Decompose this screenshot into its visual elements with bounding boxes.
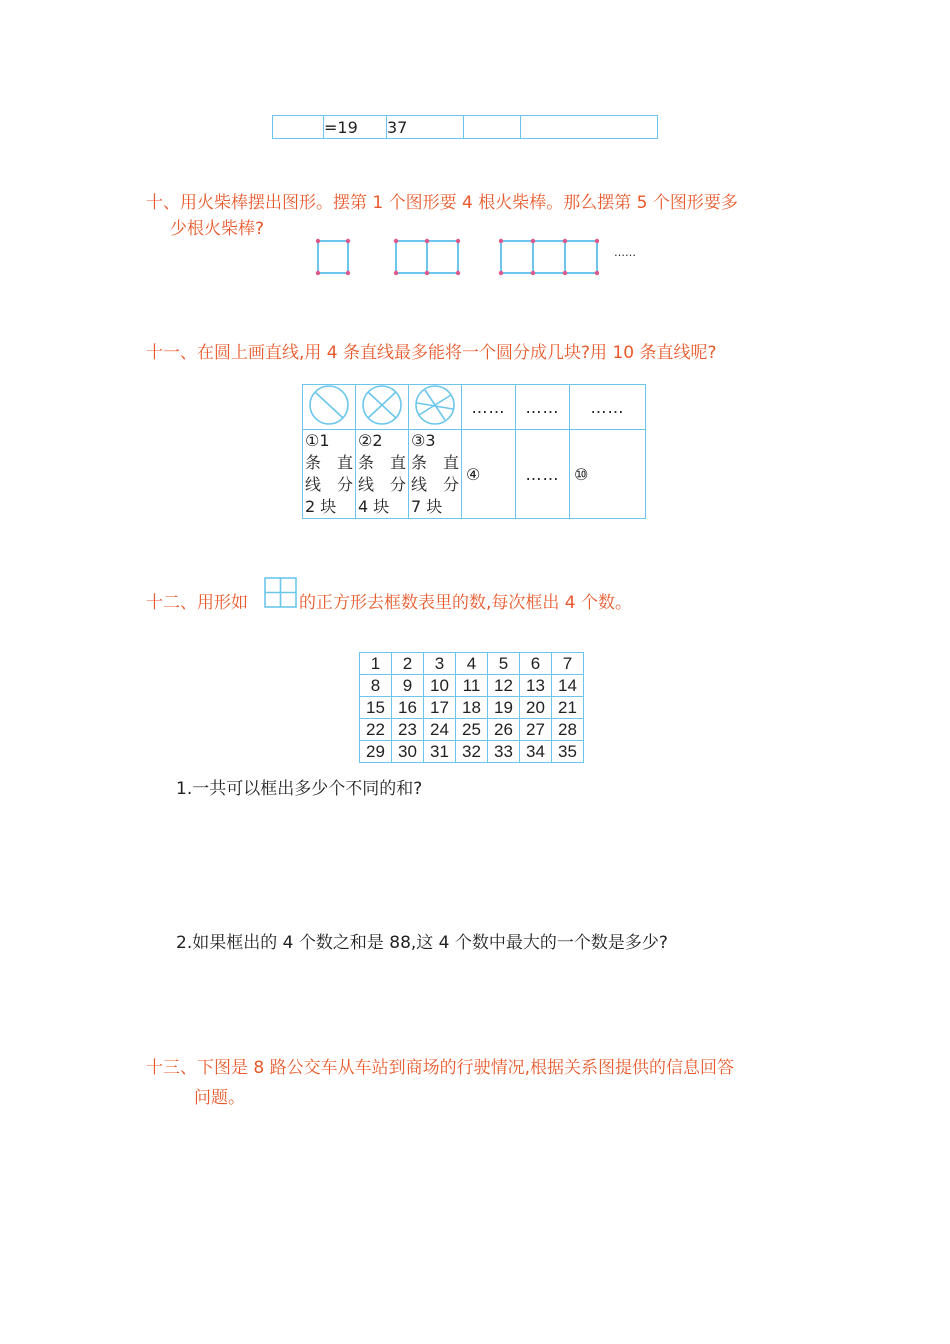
cell-char: 条	[305, 453, 322, 472]
cell-row	[356, 452, 408, 474]
dots-cell: ……	[516, 430, 570, 519]
cell-3-lines	[409, 430, 462, 519]
number-cell: 8	[360, 675, 392, 697]
number-cell: 4	[456, 653, 488, 675]
cell-row	[409, 452, 461, 474]
number-cell: 17	[424, 697, 456, 719]
cell-num: ①1	[305, 431, 330, 450]
number-cell: 12	[488, 675, 520, 697]
number-cell: 7	[552, 653, 584, 675]
number-row	[360, 741, 584, 763]
number-cell: 31	[424, 741, 456, 763]
number-table	[359, 652, 584, 763]
circle-3-lines	[409, 385, 462, 430]
number-cell: 13	[520, 675, 552, 697]
cell-char: 线	[358, 475, 375, 494]
cell-row	[409, 474, 461, 496]
number-cell: 24	[424, 719, 456, 741]
circle-1-line	[303, 385, 356, 430]
cell-char: 分	[389, 475, 406, 494]
matchstick-figures	[310, 234, 650, 280]
cell-char: 条	[358, 453, 375, 472]
number-cell: 20	[520, 697, 552, 719]
q10-line2: 少根火柴棒?	[170, 219, 265, 239]
cell-result: 7 块	[411, 497, 443, 516]
q12-sub2: 2.如果框出的 4 个数之和是 88,这 4 个数中最大的一个数是多少?	[176, 933, 668, 953]
cell-4-lines: ④	[462, 430, 516, 519]
cell-char: 直	[442, 453, 459, 472]
number-cell: 21	[552, 697, 584, 719]
number-cell: 16	[392, 697, 424, 719]
cell-num: ③3	[411, 431, 436, 450]
top-cell: =19	[324, 116, 387, 139]
number-cell: 3	[424, 653, 456, 675]
q12-text-after: 的正方形去框数表里的数,每次框出 4 个数。	[299, 593, 633, 613]
number-cell: 19	[488, 697, 520, 719]
q10-ellipsis: ……	[614, 246, 636, 259]
number-cell: 15	[360, 697, 392, 719]
number-cell: 22	[360, 719, 392, 741]
cell-char: 分	[442, 475, 459, 494]
circle-2-lines	[356, 385, 409, 430]
cell-result: 4 块	[358, 497, 390, 516]
number-cell: 5	[488, 653, 520, 675]
number-cell: 25	[456, 719, 488, 741]
q13-line1: 十三、下图是 8 路公交车从车站到商场的行驶情况,根据关系图提供的信息回答	[146, 1058, 735, 1078]
cell-1-line	[303, 430, 356, 519]
cell-char: 直	[336, 453, 353, 472]
square-frame-icon	[264, 577, 298, 609]
cell-row	[356, 474, 408, 496]
number-cell: 9	[392, 675, 424, 697]
cell-row	[303, 474, 355, 496]
cell-char: 分	[336, 475, 353, 494]
number-cell: 27	[520, 719, 552, 741]
cell-2-lines	[356, 430, 409, 519]
cell-row	[303, 452, 355, 474]
number-cell: 23	[392, 719, 424, 741]
number-cell: 18	[456, 697, 488, 719]
top-cell	[521, 116, 658, 139]
number-cell: 1	[360, 653, 392, 675]
number-cell: 33	[488, 741, 520, 763]
q11-text: 十一、在圆上画直线,用 4 条直线最多能将一个圆分成几块?用 10 条直线呢?	[146, 343, 717, 363]
cell-char: 线	[305, 475, 322, 494]
number-cell: 34	[520, 741, 552, 763]
number-row	[360, 697, 584, 719]
top-table	[272, 115, 658, 139]
number-cell: 2	[392, 653, 424, 675]
q13-line2: 问题。	[194, 1088, 245, 1108]
q10-line1: 十、用火柴棒摆出图形。摆第 1 个图形要 4 根火柴棒。那么摆第 5 个图形要多	[146, 193, 738, 213]
number-cell: 10	[424, 675, 456, 697]
top-cell	[464, 116, 521, 139]
number-cell: 29	[360, 741, 392, 763]
cell-char: 线	[411, 475, 428, 494]
q12-sub1: 1.一共可以框出多少个不同的和?	[176, 779, 423, 799]
dots-cell: ……	[516, 385, 570, 430]
number-cell: 14	[552, 675, 584, 697]
top-cell: 37	[387, 116, 464, 139]
q12-text-before: 十二、用形如	[146, 593, 248, 613]
number-cell: 6	[520, 653, 552, 675]
number-cell: 35	[552, 741, 584, 763]
number-cell: 30	[392, 741, 424, 763]
number-cell: 11	[456, 675, 488, 697]
dots-cell: ……	[570, 385, 646, 430]
number-row	[360, 653, 584, 675]
number-row	[360, 719, 584, 741]
cell-char: 条	[411, 453, 428, 472]
cell-10-lines: ⑩	[570, 430, 646, 519]
cell-result: 2 块	[305, 497, 337, 516]
number-row	[360, 675, 584, 697]
number-cell: 32	[456, 741, 488, 763]
number-cell: 26	[488, 719, 520, 741]
dots-cell: ……	[462, 385, 516, 430]
cell-num: ②2	[358, 431, 383, 450]
cell-char: 直	[389, 453, 406, 472]
top-cell	[273, 116, 324, 139]
number-cell: 28	[552, 719, 584, 741]
circles-table	[302, 384, 646, 519]
